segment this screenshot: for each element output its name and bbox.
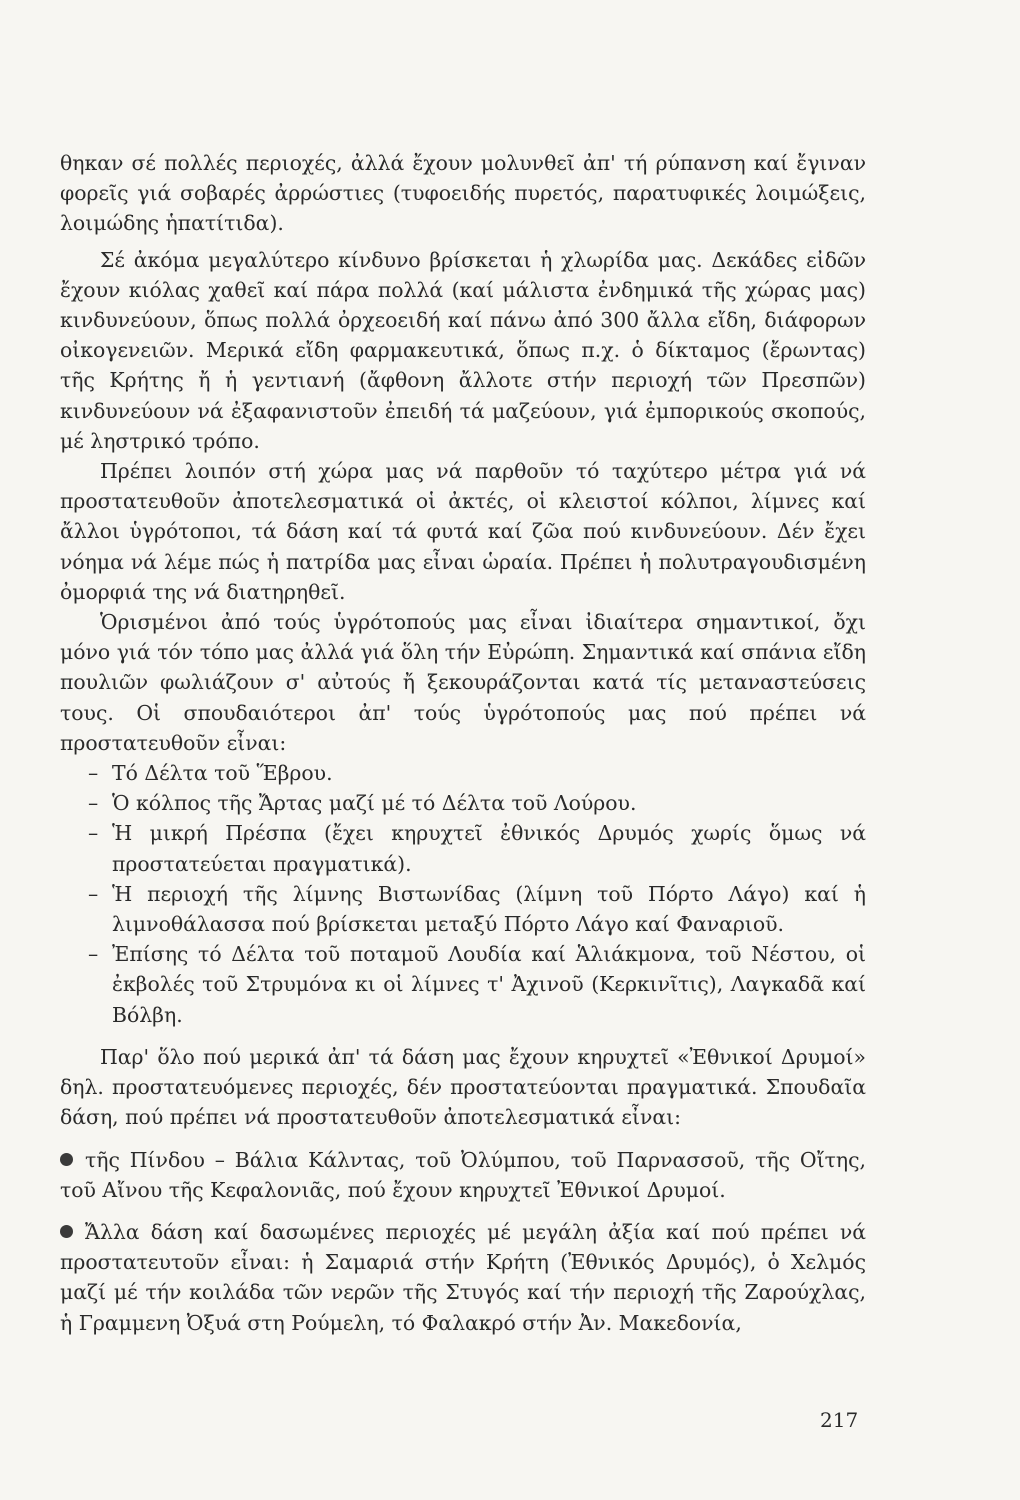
- bullet-item: τῆς Πίνδου – Βάλια Κάλντας, τοῦ Ὀλύμπου, τοῦ Παρνασσοῦ, τῆς Οἴτης, τοῦ Αἴνου τῆς Κεφαλονιᾶς, πού ἔχουν κηρυχτεῖ Ἐθνικοί Δρυμοί.: [60, 1147, 866, 1202]
- dash-icon: –: [88, 791, 99, 816]
- paragraph-continuation: θηκαν σέ πολλές περιοχές, ἀλλά ἔχουν μολυνθεῖ ἀπ' τή ρύπανση καί ἔγιναν φορεῖς γιά σοβαρές ἀρρώστιες (τυφοειδής πυρετός, παρατυφικές λοιμώξεις, λοιμώδης ἡπατίτιδα).: [60, 151, 866, 236]
- wetlands-list: [60, 758, 866, 1030]
- dash-icon: –: [88, 821, 99, 846]
- list-item: – Ἡ περιοχή τῆς λίμνης Βιστωνίδας (λίμνη τοῦ Πόρτο Λάγο) καί ἡ λιμνοθάλασσα πού βρίσκεται μεταξύ Πόρτο Λάγο καί Φαναριοῦ.: [60, 879, 866, 939]
- bullet-item: Ἄλλα δάση καί δασωμένες περιοχές μέ μεγάλη ἀξία καί πού πρέπει νά προστατευτοῦν εἶναι: ἡ Σαμαριά στήν Κρήτη (Ἐθνικός Δρυμός), ὁ Χελμός μαζί μέ τήν κοιλάδα τῶν νερῶν τῆς Στυγός καί τήν περιοχή τῆς Ζαρούχλας, ἡ Γραμμενη Ὀξυά στη Ρούμελη, τό Φαλακρό στήν Ἀν. Μακεδονία,: [60, 1219, 866, 1335]
- list-item: – Ἐπίσης τό Δέλτα τοῦ ποταμοῦ Λουδία καί Ἁλιάκμονα, τοῦ Νέστου, οἱ ἐκβολές τοῦ Στρυμόνα κι οἱ λίμνες τ' Ἀχινοῦ (Κερκινῖτις), Λαγκαδᾶ καί Βόλβη.: [60, 939, 866, 1030]
- page-number: 217: [820, 1408, 859, 1432]
- bullet-icon: [60, 1225, 73, 1238]
- list-item: – Ἡ μικρή Πρέσπα (ἔχει κηρυχτεῖ ἐθνικός Δρυμός χωρίς ὅμως νά προστατεύεται πραγματικά).: [60, 818, 866, 878]
- paragraph-flora: Σέ ἀκόμα μεγαλύτερο κίνδυνο βρίσκεται ἡ χλωρίδα μας. Δεκάδες εἰδῶν ἔχουν κιόλας χαθεῖ καί πάρα πολλά (καί μάλιστα ἐνδημικά τῆς χώρας μας) κινδυνεύουν, ὅπως πολλά ὀρχεοειδή καί πάνω ἀπό 300 ἄλλα εἴδη, διάφορων οἰκογενειῶν. Μερικά εἴδη φαρμακευτικά, ὅπως π.χ. ὁ δίκταμος (ἔρωντας) τῆς Κρήτης ἤ ἡ γεντιανή (ἄφθονη ἄλλοτε στήν περιοχή τῶν Πρεσπῶν) κινδυνεύουν νά ἐξαφανιστοῦν ἐπειδή τά μαζεύουν, γιά ἐμπορικούς σκοπούς, μέ ληστρικό τρόπο.: [60, 247, 866, 453]
- paragraph-wetlands: Ὁρισμένοι ἀπό τούς ὑγρότοπούς μας εἶναι ἰδιαίτερα σημαντικοί, ὄχι μόνο γιά τόν τόπο μας ἀλλά γιά ὅλη τήν Εὐρώπη. Σημαντικά καί σπάνια εἴδη πουλιῶν φωλιάζουν σ' αὐτούς ἤ ξεκουράζονται κατά τίς μεταναστεύσεις τους. Οἱ σπουδαιότεροι ἀπ' τούς ὑγρότοπούς μας πού πρέπει νά προστατευθοῦν εἶναι:: [60, 610, 866, 755]
- list-item: – Ὁ κόλπος τῆς Ἄρτας μαζί μέ τό Δέλτα τοῦ Λούρου.: [60, 788, 866, 818]
- bullet-icon: [60, 1153, 73, 1166]
- dash-icon: –: [88, 942, 99, 967]
- list-item: – Τό Δέλτα τοῦ Ἕβρου.: [60, 758, 866, 788]
- paragraph-measures: Πρέπει λοιπόν στή χώρα μας νά παρθοῦν τό ταχύτερο μέτρα γιά νά προστατευθοῦν ἀποτελεσματικά οἱ ἀκτές, οἱ κλειστοί κόλποι, λίμνες καί ἄλλοι ὑγρότοποι, τά δάση καί τά φυτά καί ζῶα πού κινδυνεύουν. Δέν ἔχει νόημα νά λέμε πώς ἡ πατρίδα μας εἶναι ὡραία. Πρέπει ἡ πολυτραγουδισμένη ὀμορφιά της νά διατηρηθεῖ.: [60, 459, 866, 604]
- dash-icon: –: [88, 881, 99, 906]
- dash-icon: –: [88, 761, 99, 786]
- page-body: [60, 148, 866, 1338]
- paragraph-forests: Παρ' ὅλο πού μερικά ἀπ' τά δάση μας ἔχουν κηρυχτεῖ «Ἐθνικοί Δρυμοί» δηλ. προστατευόμενες περιοχές, δέν προστατεύονται πραγματικά. Σπουδαῖα δάση, πού πρέπει νά προστατευθοῦν ἀποτελεσματικά εἶναι:: [60, 1044, 866, 1130]
